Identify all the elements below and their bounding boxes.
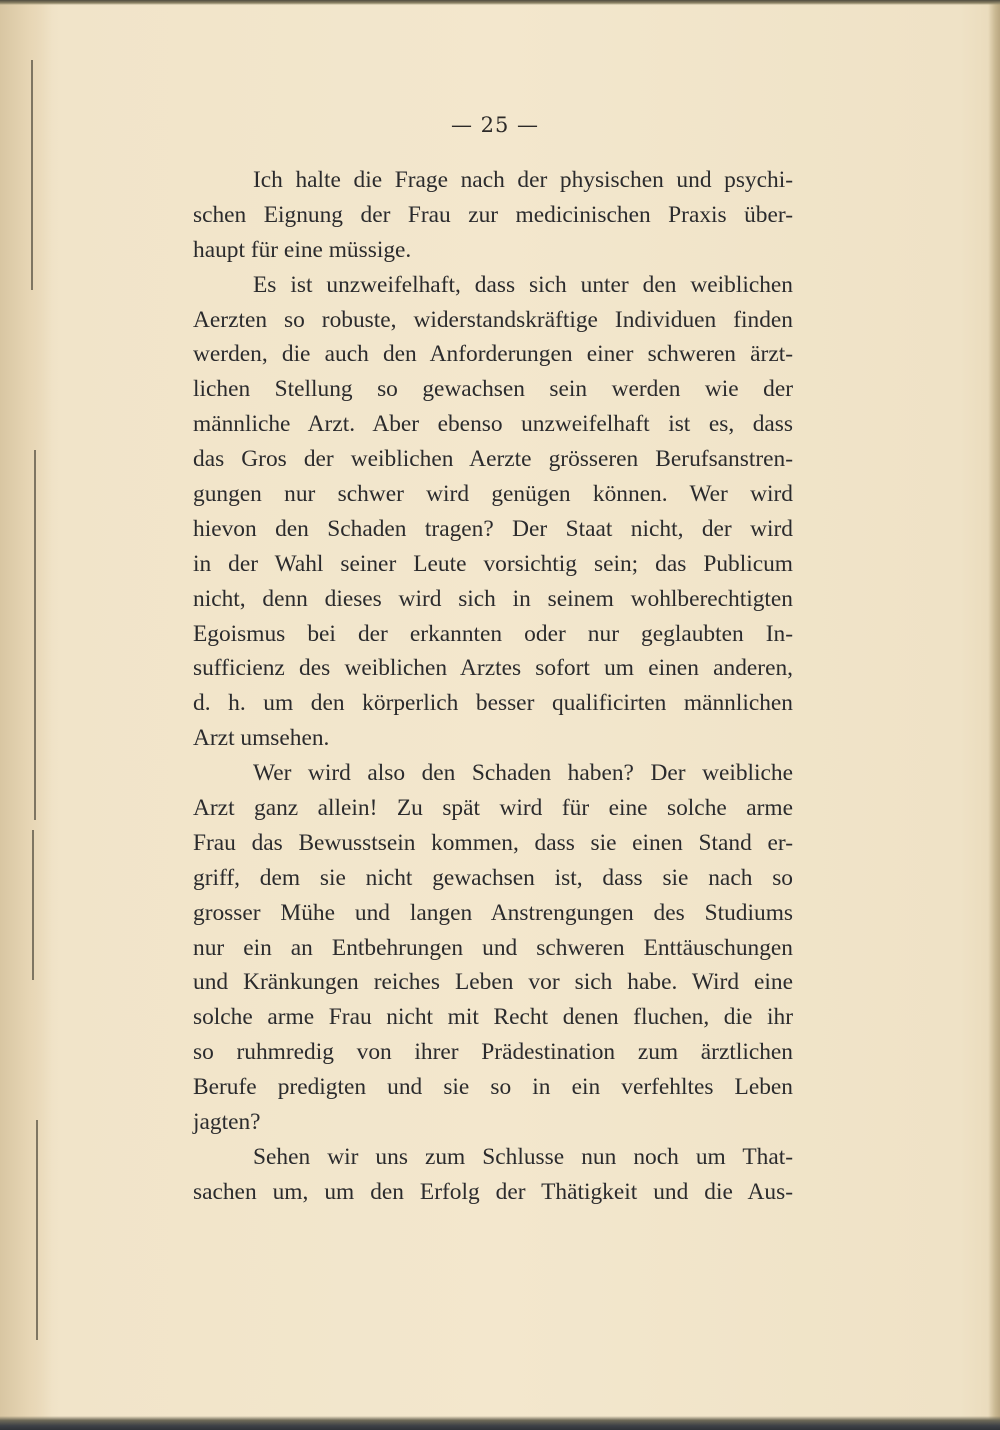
text-line: nicht, denn dieses wird sich in seinem wohlberechtigten (193, 585, 793, 612)
text-line: sufficienz des weiblichen Arztes sofort um einen anderen, (193, 655, 793, 682)
binding-thread (34, 450, 36, 820)
page-top-edge (0, 0, 1000, 5)
binding-thread (32, 830, 34, 980)
text-line: d. h. um den körperlich besser qualificirten männlichen (193, 690, 793, 717)
text-line: Wer wird also den Schaden haben? Der weibliche (253, 760, 793, 787)
text-line: gungen nur schwer wird genügen können. Wer wird (193, 481, 793, 508)
text-line: Egoismus bei der erkannten oder nur geglaubten In- (193, 620, 793, 647)
page-number: — 25 — (450, 113, 540, 137)
text-line: jagten? (193, 1109, 261, 1136)
text-line: Aerzten so robuste, widerstandskräftige Individuen finden (193, 306, 793, 333)
text-line: Frau das Bewusstsein kommen, dass sie einen Stand er- (193, 829, 793, 856)
page-fold (988, 0, 1000, 1430)
text-line: Sehen wir uns zum Schlusse nun noch um That- (253, 1143, 793, 1170)
text-line: lichen Stellung so gewachsen sein werden wie der (193, 376, 793, 403)
text-line: Arzt umsehen. (193, 725, 330, 752)
text-line: Es ist unzweifelhaft, dass sich unter den weiblichen (253, 271, 793, 298)
text-line: Ich halte die Frage nach der physischen und psychi- (253, 167, 793, 193)
text-line: griff, dem sie nicht gewachsen ist, dass sie nach so (193, 864, 793, 891)
text-line: grosser Mühe und langen Anstrengungen des Studiums (193, 899, 793, 926)
text-line: hievon den Schaden tragen? Der Staat nicht, der wird (193, 515, 793, 542)
page-bottom-edge (0, 1416, 1000, 1430)
text-line: Arzt ganz allein! Zu spät wird für eine solche arme (193, 795, 793, 822)
binding-gutter (0, 0, 52, 1430)
text-line: in der Wahl seiner Leute vorsichtig sein; das Publicum (193, 550, 793, 577)
text-line: Berufe predigten und sie so in ein verfehltes Leben (193, 1074, 793, 1101)
text-line: das Gros der weiblichen Aerzte grösseren Berufsanstren- (193, 446, 793, 473)
binding-thread (31, 60, 33, 290)
text-line: sachen um, um den Erfolg der Thätigkeit und die Aus- (193, 1178, 793, 1205)
text-line: so ruhmredig von ihrer Prädestination zum ärztlichen (193, 1039, 793, 1066)
text-line: werden, die auch den Anforderungen einer schweren ärzt- (193, 341, 793, 368)
binding-thread (36, 1120, 38, 1340)
text-line: nur ein an Entbehrungen und schweren Enttäuschungen (193, 934, 793, 961)
text-line: solche arme Frau nicht mit Recht denen fluchen, die ihr (193, 1004, 793, 1031)
text-line: haupt für eine müssige. (193, 236, 412, 263)
body-text (193, 163, 793, 1210)
text-line: männliche Arzt. Aber ebenso unzweifelhaft ist es, dass (193, 411, 793, 438)
text-line: und Kränkungen reiches Leben vor sich habe. Wird eine (193, 969, 793, 996)
text-line: schen Eignung der Frau zur medicinischen Praxis über- (193, 201, 793, 228)
